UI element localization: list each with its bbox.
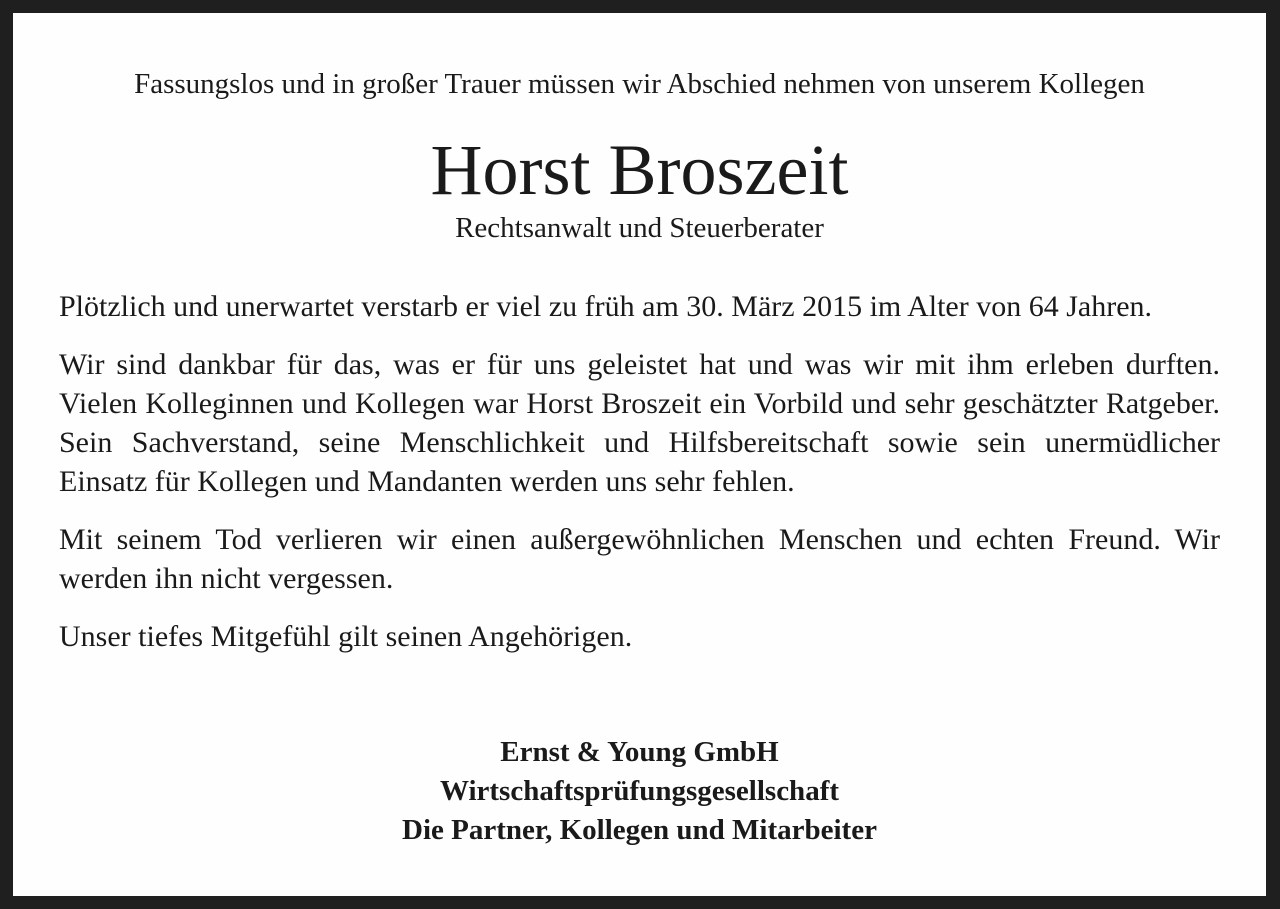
paragraph-death-date: Plötzlich und unerwartet verstarb er viel zu früh am 30. März 2015 im Alter von 64 Jahren. [59,290,1153,323]
intro-line: Fassungslos und in großer Trauer müssen wir Abschied nehmen von unserem Kollegen [134,68,1145,100]
signature-company: Ernst & Young GmbH [500,736,779,768]
signature-company-type: Wirtschaftsprüfungsgesellschaft [439,775,840,807]
notice-body [59,287,1220,675]
deceased-profession: Rechtsanwalt und Steuerberater [455,212,824,244]
paragraph-loss: Mit seinem Tod verlieren wir einen außergewöhnlichen Menschen und echten Freund. Wir werden ihn nicht vergessen. [59,523,1220,595]
signature-staff: Die Partner, Kollegen und Mitarbeiter [402,814,877,846]
paragraph-condolence: Unser tiefes Mitgefühl gilt seinen Angehörigen. [59,620,633,653]
deceased-name: Horst Broszeit [430,130,849,210]
signature-block [59,733,1220,850]
paragraph-gratitude: Wir sind dankbar für das, was er für uns geleistet hat und was wir mit ihm erleben durften. Vielen Kolleginnen und Kollegen war Horst Broszeit ein Vorbild und sehr geschätzter Ratgeber. Sein Sachverstand, seine Menschlichkeit und Hilfsbereitschaft sowie sein unermüdlicher Einsatz für Kollegen und Mandanten werden uns sehr fehlen. [59,348,1220,498]
obituary-notice [13,13,1266,896]
